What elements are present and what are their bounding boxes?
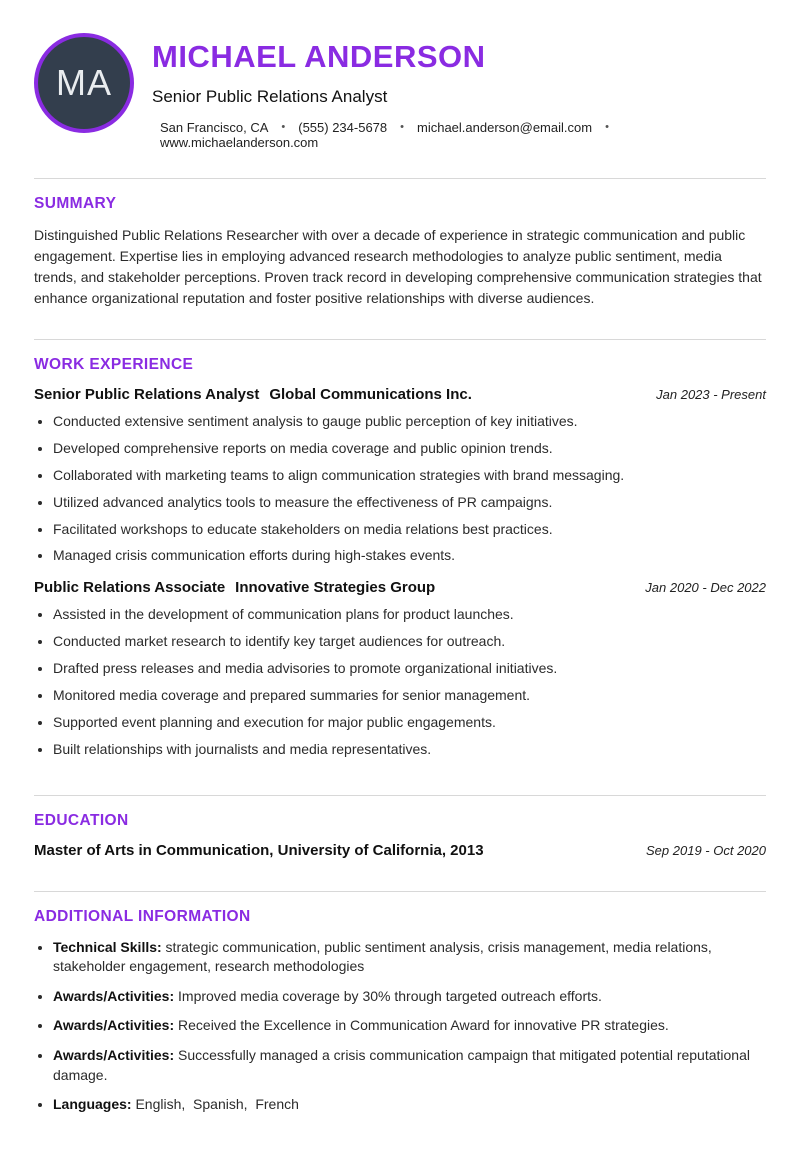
- job-bullet: • Supported event planning and execution for major public engagements.: [53, 713, 766, 732]
- info-item-label: Awards/Activities:: [53, 987, 175, 1004]
- info-item-text: English, Spanish, French: [131, 1096, 299, 1113]
- additional-info-list: [34, 938, 766, 1115]
- contact-separator-icon: •: [605, 121, 609, 133]
- section-divider: [34, 178, 766, 179]
- info-item-label: Awards/Activities:: [53, 1017, 175, 1034]
- job-position: Public Relations Associate: [34, 579, 226, 597]
- job-dates: Jan 2020 - Dec 2022: [645, 580, 766, 596]
- education-dates: Sep 2019 - Oct 2020: [646, 842, 766, 858]
- job-dates: Jan 2023 - Present: [656, 387, 766, 402]
- section-divider: [34, 795, 766, 796]
- job-header: [34, 579, 766, 596]
- job-bullet: • Assisted in the development of communication plans for product launches.: [53, 605, 766, 624]
- info-item-text: Successfully managed a crisis communication campaign that mitigated potential reputational damage.: [53, 1047, 754, 1083]
- education-heading: EDUCATION: [34, 811, 129, 829]
- job-company: Innovative Strategies Group: [235, 579, 436, 597]
- section-divider: [34, 891, 766, 892]
- avatar-initials: MA: [56, 62, 112, 103]
- section-work-experience: [34, 339, 766, 759]
- summary-heading: SUMMARY: [34, 195, 117, 212]
- job-bullet: • Managed crisis communication efforts during high-stakes events.: [53, 546, 766, 565]
- section-summary: [34, 178, 766, 309]
- contact-separator-icon: •: [400, 121, 404, 133]
- additional-info-item: [53, 987, 766, 1007]
- section-divider: [34, 339, 766, 340]
- job-bullet: • Monitored media coverage and prepared summaries for senior management.: [53, 686, 766, 705]
- job-bullet: • Drafted press releases and media advisories to promote organizational initiatives.: [53, 659, 766, 678]
- job-header: [34, 386, 766, 403]
- additional-info-item: [53, 938, 766, 977]
- job-bullet-list: [34, 605, 766, 758]
- job-bullet: • Collaborated with marketing teams to align communication strategies with brand messaging.: [53, 466, 766, 485]
- contact-website: www.michaelanderson.com: [160, 135, 319, 150]
- job-bullet-list: [34, 412, 766, 565]
- info-item-text: Improved media coverage by 30% through targeted outreach efforts.: [174, 987, 602, 1004]
- job-title-line: [34, 579, 435, 596]
- info-item-label: Technical Skills:: [53, 938, 162, 955]
- job-title-line: [34, 386, 472, 403]
- additional-info-item: [53, 1046, 766, 1085]
- contact-email: michael.anderson@email.com: [417, 120, 593, 135]
- additional-information-heading: ADDITIONAL INFORMATION: [34, 907, 251, 925]
- info-item-label: Awards/Activities:: [53, 1047, 175, 1064]
- summary-text: Distinguished Public Relations Researcher with over a decade of experience in strategic communication and public engagement. Expertise lies in employing advanced research methodologies to analyze public sentiment, media trends, and stakeholder perceptions. Proven track record in developing comprehensive communication strategies that enhance organizational reputation and foster positive relationships with diverse audiences.: [34, 227, 762, 306]
- additional-info-item: [53, 1095, 766, 1115]
- job-position: Senior Public Relations Analyst: [34, 386, 260, 403]
- work-experience-heading: WORK EXPERIENCE: [34, 356, 194, 373]
- contact-phone: (555) 234-5678: [298, 120, 388, 135]
- job-entry: [34, 579, 766, 758]
- info-item-label: Languages:: [53, 1096, 132, 1113]
- candidate-title: Senior Public Relations Analyst: [152, 87, 388, 106]
- contact-location: San Francisco, CA: [160, 120, 269, 135]
- section-additional-information: [34, 891, 766, 1115]
- avatar: [34, 33, 134, 133]
- job-bullet: • Conducted market research to identify key target audiences for outreach.: [53, 632, 766, 651]
- job-bullet: • Built relationships with journalists and media representatives.: [53, 740, 766, 759]
- education-entry: [34, 842, 766, 859]
- education-degree: Master of Arts in Communication, University of California, 2013: [34, 841, 484, 859]
- job-entry: [34, 386, 766, 565]
- job-bullet: • Developed comprehensive reports on media coverage and public opinion trends.: [53, 439, 766, 458]
- additional-info-item: [53, 1016, 766, 1036]
- section-education: [34, 795, 766, 859]
- info-item-text: strategic communication, public sentiment analysis, crisis management, media relations, stakeholder engagement, research methodologies: [53, 938, 716, 975]
- job-bullet: • Conducted extensive sentiment analysis to gauge public perception of key initiatives.: [53, 412, 766, 431]
- job-company: Global Communications Inc.: [269, 386, 472, 403]
- info-item-text: Received the Excellence in Communication Award for innovative PR strategies.: [174, 1017, 669, 1034]
- candidate-name: MICHAEL ANDERSON: [152, 39, 486, 74]
- contact-info: [152, 120, 766, 150]
- contact-separator-icon: •: [281, 121, 286, 133]
- resume-header: [34, 33, 766, 150]
- header-text: [152, 33, 766, 150]
- job-bullet: • Facilitated workshops to educate stakeholders on media relations best practices.: [53, 520, 766, 539]
- job-bullet: • Utilized advanced analytics tools to measure the effectiveness of PR campaigns.: [53, 493, 766, 512]
